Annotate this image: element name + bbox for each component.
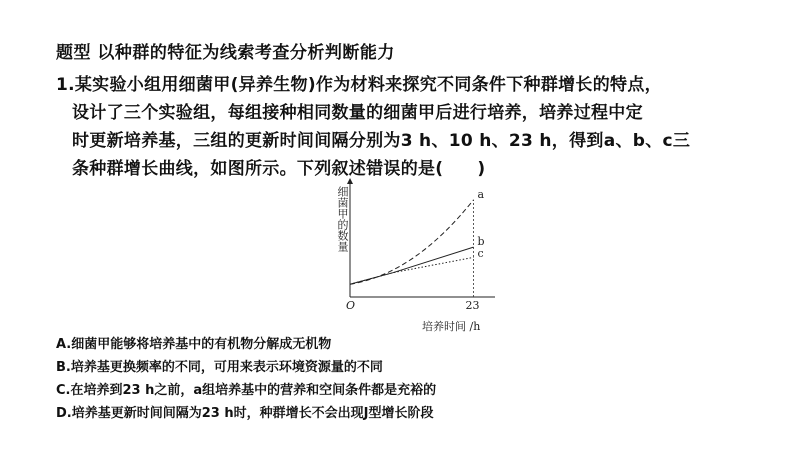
option-a: A.细菌甲能够将培养基中的有机物分解成无机物 (56, 337, 332, 352)
question-line-3: 时更新培养基，三组的更新时间间隔分别为3 h、10 h、23 h，得到a、b、c三 (72, 131, 691, 151)
answer-blank-close: ) (477, 159, 486, 179)
option-c: C.在培养到23 h之前，a组培养基中的营养和空间条件都是充裕的 (56, 383, 437, 398)
section-heading: 题型 以种群的特征为线索考查分析判断能力 (56, 43, 395, 63)
series-line-b (350, 247, 474, 284)
question-line-4-text: 条种群增长曲线，如图所示。下列叙述错误的是( (72, 159, 444, 179)
series-label-c: c (477, 247, 484, 261)
question-line-2: 设计了三个实验组，每组接种相同数量的细菌甲后进行培养，培养过程中定 (72, 103, 643, 123)
x-tick-label: 23 (465, 299, 480, 312)
x-axis-label: 培养时间 /h (422, 320, 481, 333)
series-label-a: a (477, 187, 485, 201)
option-d: D.培养基更新时间间隔为23 h时，种群增长不会出现J型增长阶段 (56, 406, 434, 421)
series-group (350, 200, 474, 284)
option-b: B.培养基更换频率的不同，可用来表示环境资源量的不同 (56, 360, 383, 375)
y-axis-label: 细菌甲的数量 (336, 186, 349, 252)
question-line-4 (72, 154, 485, 179)
series-line-a (350, 200, 474, 284)
origin-label: O (346, 299, 356, 312)
growth-curve-figure (330, 180, 510, 335)
question-line-1: 1.某实验小组用细菌甲(异养生物)作为材料来探究不同条件下种群增长的特点， (56, 75, 662, 95)
series-label-b: b (477, 235, 485, 249)
